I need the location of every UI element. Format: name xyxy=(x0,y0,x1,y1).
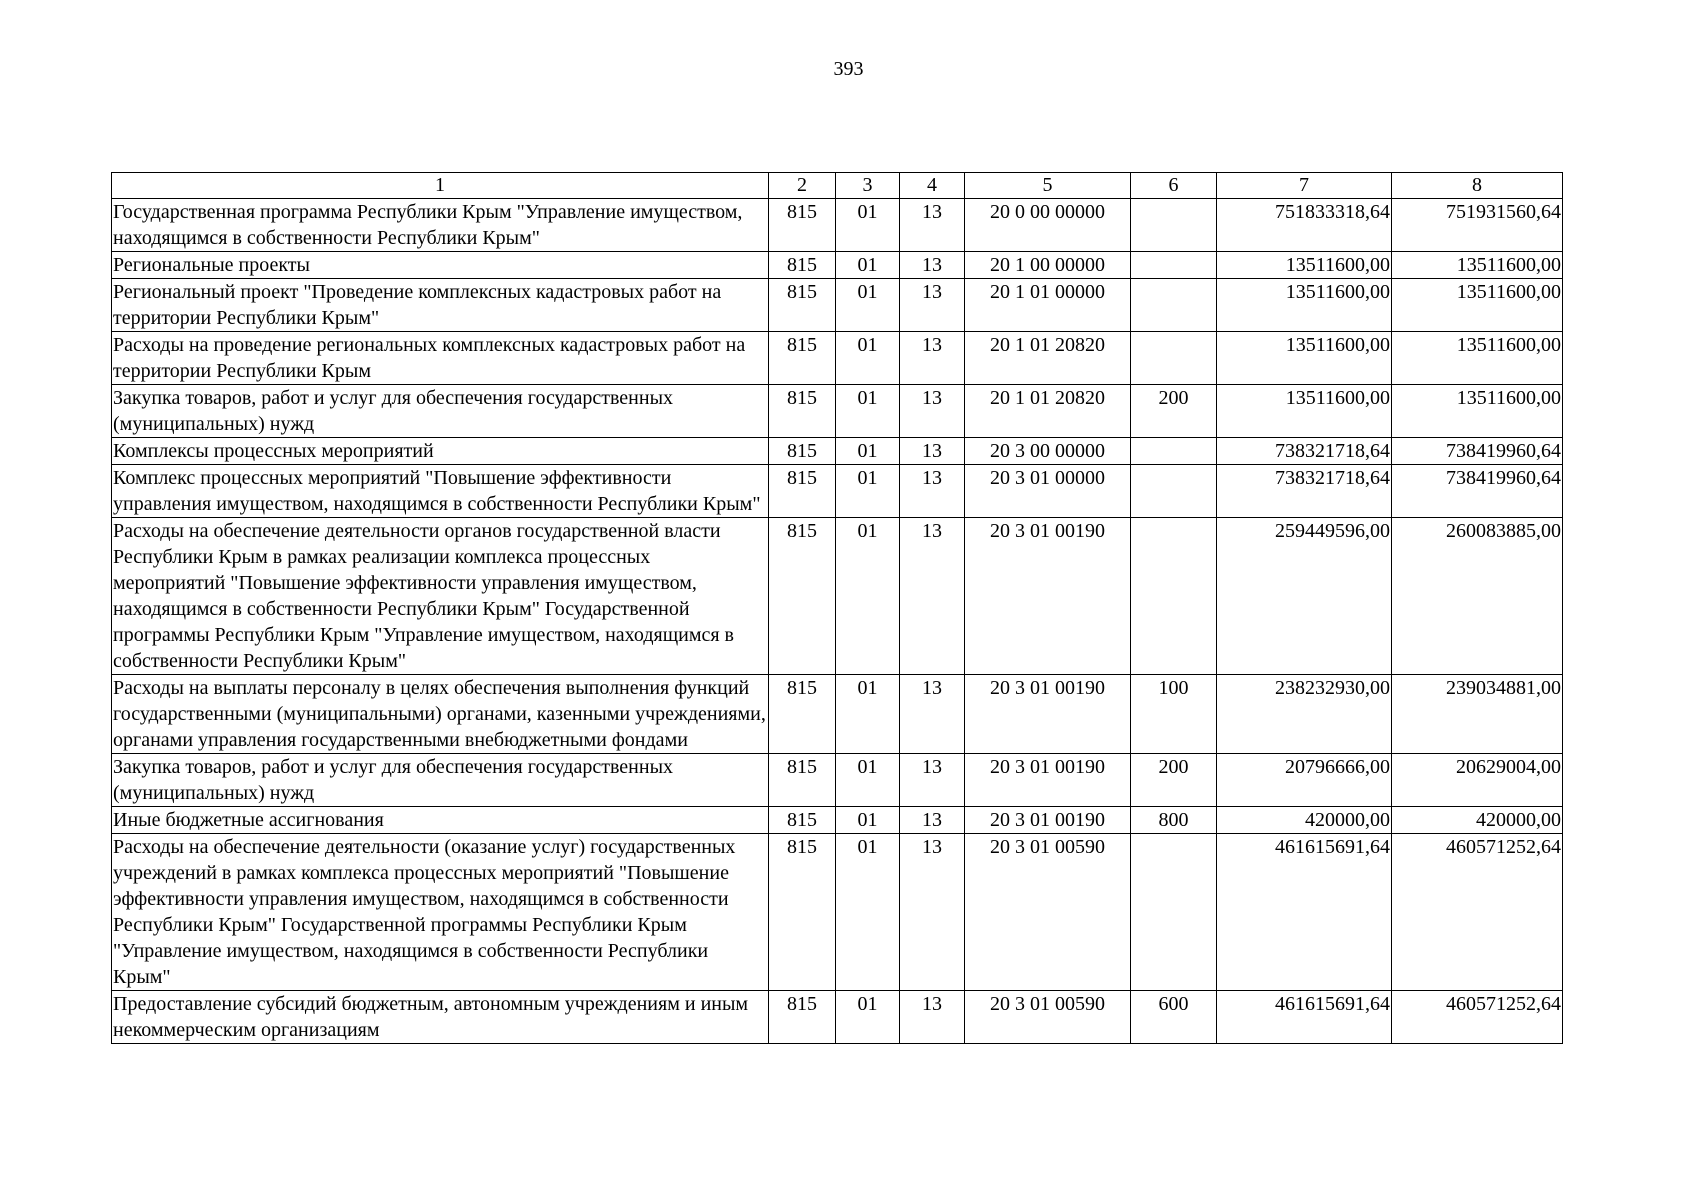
subsection-code-cell: 13 xyxy=(900,385,965,438)
ministry-code-cell: 815 xyxy=(769,807,836,834)
section-code-cell: 01 xyxy=(836,252,900,279)
subsection-code-cell: 13 xyxy=(900,991,965,1044)
target-article-cell: 20 1 01 00000 xyxy=(965,279,1131,332)
amount-year1-cell: 13511600,00 xyxy=(1217,332,1392,385)
amount-year2-cell: 460571252,64 xyxy=(1392,834,1563,991)
amount-year1-cell: 461615691,64 xyxy=(1217,834,1392,991)
section-code-cell: 01 xyxy=(836,807,900,834)
section-code-cell: 01 xyxy=(836,438,900,465)
header-cell: 1 xyxy=(112,173,769,199)
amount-year1-cell: 20796666,00 xyxy=(1217,754,1392,807)
amount-year1-cell: 738321718,64 xyxy=(1217,438,1392,465)
ministry-code-cell: 815 xyxy=(769,199,836,252)
subsection-code-cell: 13 xyxy=(900,807,965,834)
header-cell: 4 xyxy=(900,173,965,199)
ministry-code-cell: 815 xyxy=(769,438,836,465)
amount-year1-cell: 420000,00 xyxy=(1217,807,1392,834)
row-name-cell: Региональные проекты xyxy=(112,252,769,279)
ministry-code-cell: 815 xyxy=(769,754,836,807)
table-row xyxy=(112,834,1563,991)
row-name-cell: Комплекс процессных мероприятий "Повышение эффективности управления имуществом, находящимся в собственности Республики Крым" xyxy=(112,465,769,518)
target-article-cell: 20 3 01 00190 xyxy=(965,754,1131,807)
amount-year2-cell: 20629004,00 xyxy=(1392,754,1563,807)
expense-type-cell xyxy=(1131,438,1217,465)
expense-type-cell: 200 xyxy=(1131,754,1217,807)
table-row xyxy=(112,991,1563,1044)
header-cell: 6 xyxy=(1131,173,1217,199)
ministry-code-cell: 815 xyxy=(769,385,836,438)
target-article-cell: 20 3 01 00190 xyxy=(965,807,1131,834)
table-row xyxy=(112,465,1563,518)
target-article-cell: 20 0 00 00000 xyxy=(965,199,1131,252)
ministry-code-cell: 815 xyxy=(769,834,836,991)
section-code-cell: 01 xyxy=(836,332,900,385)
section-code-cell: 01 xyxy=(836,675,900,754)
row-name-cell: Закупка товаров, работ и услуг для обеспечения государственных (муниципальных) нужд xyxy=(112,754,769,807)
target-article-cell: 20 3 01 00190 xyxy=(965,518,1131,675)
amount-year1-cell: 738321718,64 xyxy=(1217,465,1392,518)
amount-year2-cell: 260083885,00 xyxy=(1392,518,1563,675)
amount-year2-cell: 13511600,00 xyxy=(1392,385,1563,438)
table-row xyxy=(112,252,1563,279)
ministry-code-cell: 815 xyxy=(769,675,836,754)
row-name-cell: Расходы на проведение региональных комплексных кадастровых работ на территории Республики Крым xyxy=(112,332,769,385)
budget-table xyxy=(111,172,1563,1044)
section-code-cell: 01 xyxy=(836,385,900,438)
expense-type-cell: 100 xyxy=(1131,675,1217,754)
expense-type-cell xyxy=(1131,332,1217,385)
amount-year1-cell: 238232930,00 xyxy=(1217,675,1392,754)
expense-type-cell: 800 xyxy=(1131,807,1217,834)
amount-year2-cell: 738419960,64 xyxy=(1392,438,1563,465)
target-article-cell: 20 1 00 00000 xyxy=(965,252,1131,279)
header-cell: 5 xyxy=(965,173,1131,199)
subsection-code-cell: 13 xyxy=(900,675,965,754)
page-number: 393 xyxy=(833,58,864,80)
expense-type-cell xyxy=(1131,199,1217,252)
amount-year2-cell: 13511600,00 xyxy=(1392,279,1563,332)
row-name-cell: Предоставление субсидий бюджетным, автономным учреждениям и иным некоммерческим организациям xyxy=(112,991,769,1044)
ministry-code-cell: 815 xyxy=(769,518,836,675)
amount-year1-cell: 461615691,64 xyxy=(1217,991,1392,1044)
target-article-cell: 20 1 01 20820 xyxy=(965,385,1131,438)
section-code-cell: 01 xyxy=(836,465,900,518)
section-code-cell: 01 xyxy=(836,518,900,675)
table-row xyxy=(112,754,1563,807)
amount-year1-cell: 259449596,00 xyxy=(1217,518,1392,675)
subsection-code-cell: 13 xyxy=(900,834,965,991)
row-name-cell: Расходы на обеспечение деятельности (оказание услуг) государственных учреждений в рамках комплекса процессных мероприятий "Повышение эффективности управления имуществом, находящимся в собственности Республики Крым" Государственной программы Республики Крым "Управление имуществом, находящимся в собственности Республики Крым" xyxy=(112,834,769,991)
amount-year2-cell: 420000,00 xyxy=(1392,807,1563,834)
table-body xyxy=(112,199,1563,1044)
section-code-cell: 01 xyxy=(836,754,900,807)
ministry-code-cell: 815 xyxy=(769,252,836,279)
row-name-cell: Региональный проект "Проведение комплексных кадастровых работ на территории Республики Крым" xyxy=(112,279,769,332)
table-row xyxy=(112,279,1563,332)
target-article-cell: 20 3 01 00000 xyxy=(965,465,1131,518)
subsection-code-cell: 13 xyxy=(900,518,965,675)
subsection-code-cell: 13 xyxy=(900,438,965,465)
expense-type-cell xyxy=(1131,834,1217,991)
header-row xyxy=(112,173,1563,199)
section-code-cell: 01 xyxy=(836,199,900,252)
target-article-cell: 20 1 01 20820 xyxy=(965,332,1131,385)
target-article-cell: 20 3 01 00590 xyxy=(965,834,1131,991)
amount-year2-cell: 460571252,64 xyxy=(1392,991,1563,1044)
subsection-code-cell: 13 xyxy=(900,199,965,252)
target-article-cell: 20 3 01 00590 xyxy=(965,991,1131,1044)
table-row xyxy=(112,675,1563,754)
row-name-cell: Расходы на выплаты персоналу в целях обеспечения выполнения функций государственными (муниципальными) органами, казенными учреждениями, органами управления государственными внебюджетными фондами xyxy=(112,675,769,754)
subsection-code-cell: 13 xyxy=(900,252,965,279)
target-article-cell: 20 3 00 00000 xyxy=(965,438,1131,465)
section-code-cell: 01 xyxy=(836,834,900,991)
section-code-cell: 01 xyxy=(836,991,900,1044)
section-code-cell: 01 xyxy=(836,279,900,332)
expense-type-cell xyxy=(1131,279,1217,332)
table-row xyxy=(112,199,1563,252)
table-row xyxy=(112,807,1563,834)
row-name-cell: Расходы на обеспечение деятельности органов государственной власти Республики Крым в рамках реализации комплекса процессных мероприятий "Повышение эффективности управления имуществом, находящимся в собственности Республики Крым" Государственной программы Республики Крым "Управление имуществом, находящимся в собственности Республики Крым" xyxy=(112,518,769,675)
ministry-code-cell: 815 xyxy=(769,465,836,518)
subsection-code-cell: 13 xyxy=(900,465,965,518)
subsection-code-cell: 13 xyxy=(900,332,965,385)
table-row xyxy=(112,385,1563,438)
table-row xyxy=(112,332,1563,385)
expense-type-cell: 600 xyxy=(1131,991,1217,1044)
ministry-code-cell: 815 xyxy=(769,279,836,332)
expense-type-cell: 200 xyxy=(1131,385,1217,438)
header-cell: 7 xyxy=(1217,173,1392,199)
subsection-code-cell: 13 xyxy=(900,279,965,332)
amount-year1-cell: 13511600,00 xyxy=(1217,279,1392,332)
header-cell: 8 xyxy=(1392,173,1563,199)
expense-type-cell xyxy=(1131,465,1217,518)
amount-year2-cell: 239034881,00 xyxy=(1392,675,1563,754)
expense-type-cell xyxy=(1131,252,1217,279)
header-cell: 3 xyxy=(836,173,900,199)
table-row xyxy=(112,438,1563,465)
header-cell: 2 xyxy=(769,173,836,199)
row-name-cell: Закупка товаров, работ и услуг для обеспечения государственных (муниципальных) нужд xyxy=(112,385,769,438)
table-row xyxy=(112,518,1563,675)
ministry-code-cell: 815 xyxy=(769,332,836,385)
amount-year2-cell: 751931560,64 xyxy=(1392,199,1563,252)
amount-year1-cell: 751833318,64 xyxy=(1217,199,1392,252)
row-name-cell: Иные бюджетные ассигнования xyxy=(112,807,769,834)
subsection-code-cell: 13 xyxy=(900,754,965,807)
amount-year2-cell: 738419960,64 xyxy=(1392,465,1563,518)
amount-year2-cell: 13511600,00 xyxy=(1392,252,1563,279)
amount-year2-cell: 13511600,00 xyxy=(1392,332,1563,385)
row-name-cell: Государственная программа Республики Крым "Управление имуществом, находящимся в собственности Республики Крым" xyxy=(112,199,769,252)
amount-year1-cell: 13511600,00 xyxy=(1217,385,1392,438)
expense-type-cell xyxy=(1131,518,1217,675)
target-article-cell: 20 3 01 00190 xyxy=(965,675,1131,754)
row-name-cell: Комплексы процессных мероприятий xyxy=(112,438,769,465)
ministry-code-cell: 815 xyxy=(769,991,836,1044)
amount-year1-cell: 13511600,00 xyxy=(1217,252,1392,279)
